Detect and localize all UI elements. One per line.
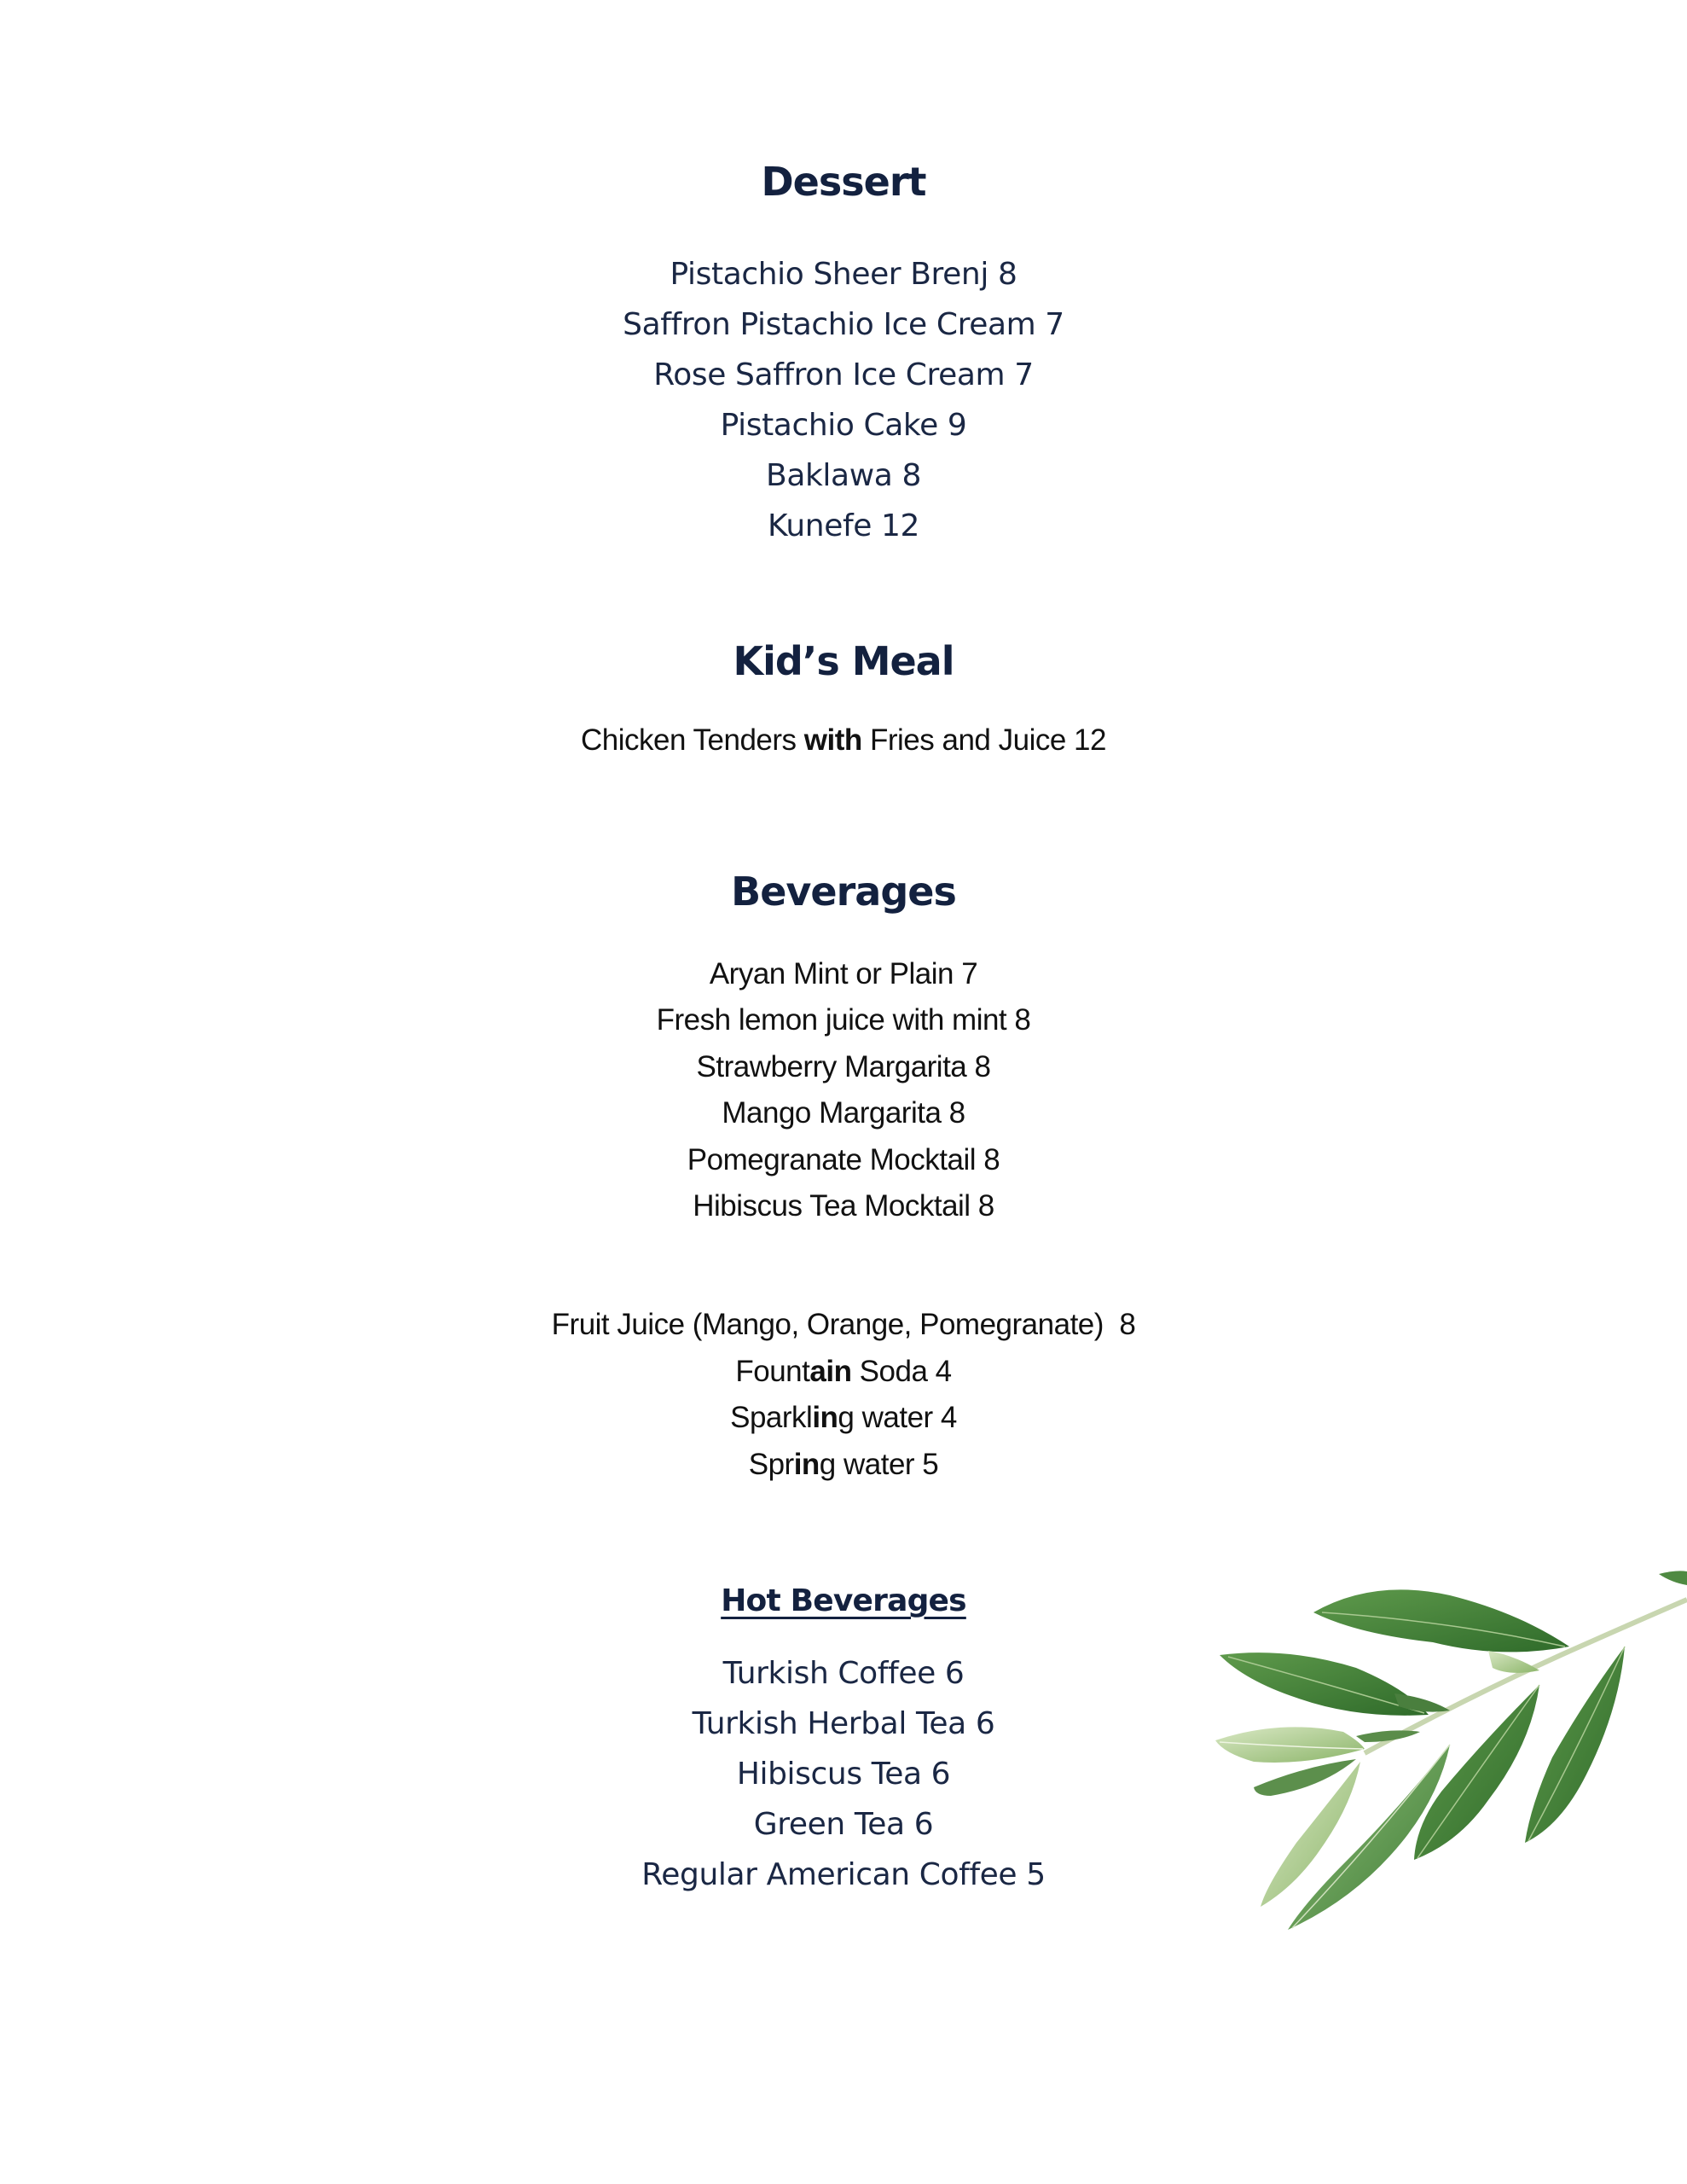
menu-item: Green Tea 6 (753, 1807, 934, 1842)
kids-meal-heading: Kid’s Meal (733, 638, 954, 684)
menu-item (0, 725, 1687, 755)
menu-item (0, 1403, 1687, 1432)
item-text-bold: with (803, 723, 862, 757)
item-text-bold: in (812, 1401, 838, 1434)
item-text: Spr (748, 1448, 794, 1481)
menu-item: Mango Margarita 8 (722, 1096, 965, 1130)
menu-item: Kunefe 12 (767, 508, 920, 543)
menu-item (0, 1449, 1687, 1479)
menu-item: Baklawa 8 (766, 458, 921, 493)
menu-item: Turkish Coffee 6 (722, 1656, 965, 1691)
menu-item: Rose Saffron Ice Cream 7 (653, 357, 1034, 392)
menu-item: Strawberry Margarita 8 (696, 1050, 991, 1083)
item-text: Fount (735, 1355, 810, 1388)
item-text: Soda 4 (851, 1355, 952, 1388)
menu-item: Hibiscus Tea Mocktail 8 (693, 1189, 994, 1223)
item-text: Chicken Tenders (581, 723, 804, 757)
dessert-heading: Dessert (761, 159, 926, 205)
beverages-heading: Beverages (731, 868, 956, 915)
menu-item: Pistachio Sheer Brenj 8 (670, 257, 1017, 292)
olive-branch-icon (1194, 1561, 1687, 1937)
menu-item: Hibiscus Tea 6 (736, 1757, 951, 1792)
menu-item: Saffron Pistachio Ice Cream 7 (623, 307, 1064, 342)
item-text: Fruit Juice (Mango, Orange, Pomegranate) 8 (551, 1308, 1136, 1341)
hot-beverages-heading: Hot Beverages (721, 1583, 966, 1618)
menu-item: Fresh lemon juice with mint 8 (656, 1003, 1031, 1037)
item-text: Sparkl (730, 1401, 813, 1434)
item-text: g water 4 (838, 1401, 957, 1434)
item-text: g water 5 (819, 1448, 939, 1481)
menu-item (0, 1356, 1687, 1386)
item-text-bold: ain (809, 1355, 852, 1388)
menu-item (0, 1310, 1687, 1339)
item-text: Fries and Juice 12 (861, 723, 1106, 757)
menu-item: Turkish Herbal Tea 6 (692, 1706, 995, 1741)
menu-item: Regular American Coffee 5 (641, 1857, 1046, 1892)
menu-item: Pistachio Cake 9 (720, 408, 967, 443)
menu-item: Aryan Mint or Plain 7 (709, 957, 978, 990)
item-text-bold: in (793, 1448, 820, 1481)
menu-item: Pomegranate Mocktail 8 (687, 1143, 1000, 1176)
